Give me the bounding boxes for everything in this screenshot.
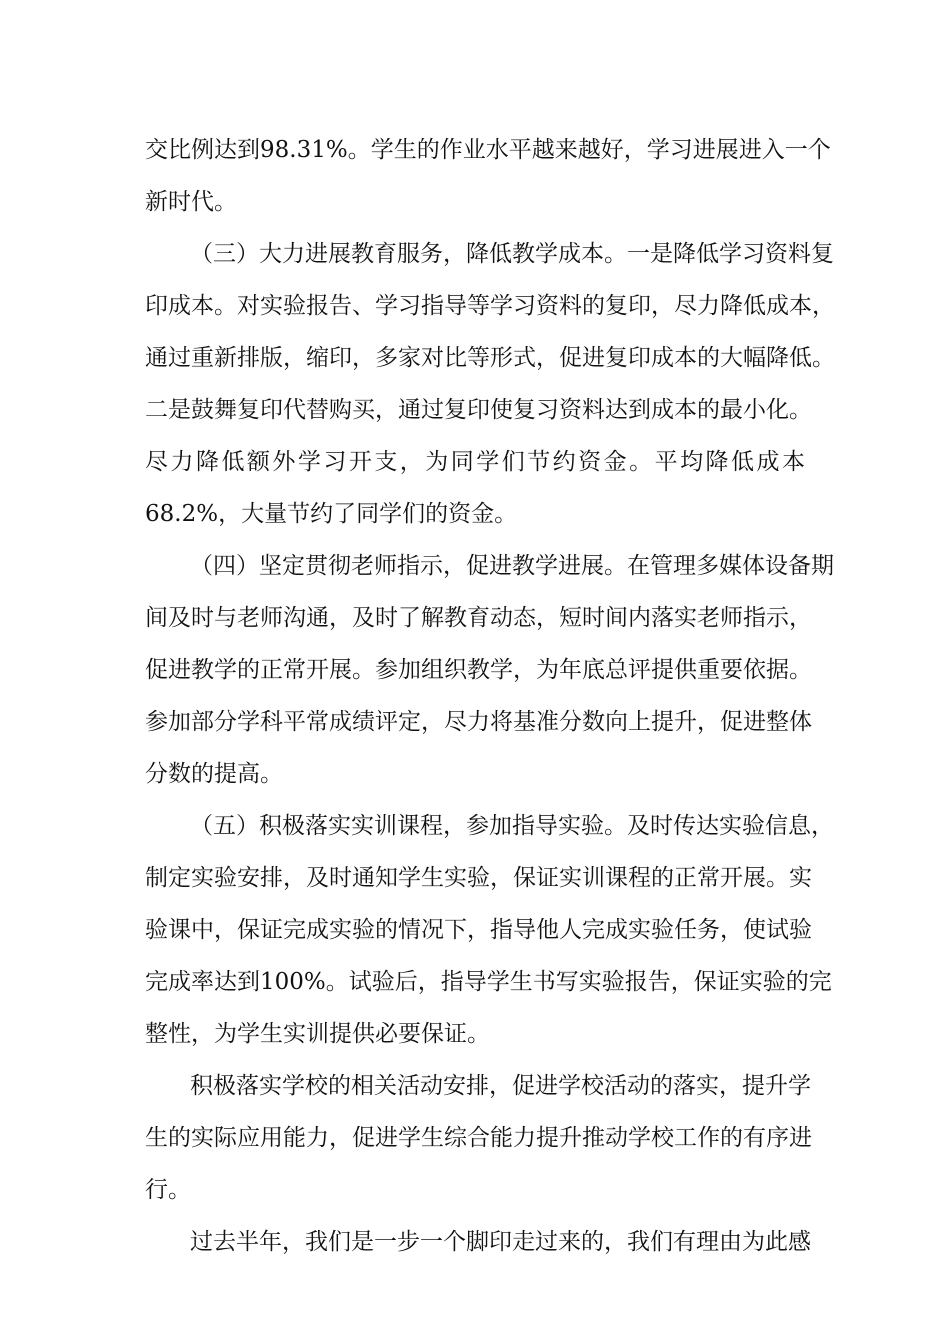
text-line: 交比例达到98.31%。学生的作业水平越来越好，学习进展进入一个 [145, 137, 831, 163]
text-line: 积极落实学校的相关活动安排，促进学校活动的落实，提升学 [190, 1073, 811, 1099]
text-line: 完成率达到100%。试验后，指导学生书写实验报告，保证实验的完 [145, 969, 832, 995]
text-line: 间及时与老师沟通，及时了解教育动态，短时间内落实老师指示， [145, 605, 812, 631]
text-line: （五）积极落实实训课程，参加指导实验。及时传达实验信息， [190, 813, 834, 839]
text-line: 过去半年，我们是一步一个脚印走过来的，我们有理由为此感 [190, 1229, 811, 1255]
text-line: 68.2%，大量节约了同学们的资金。 [145, 501, 518, 527]
text-line: 行。 [145, 1177, 191, 1203]
text-line: 新时代。 [145, 189, 237, 215]
text-line: 分数的提高。 [145, 761, 283, 787]
text-line: 生的实际应用能力，促进学生综合能力提升推动学校工作的有序进 [145, 1125, 812, 1151]
text-line: 制定实验安排，及时通知学生实验，保证实训课程的正常开展。实 [145, 865, 812, 891]
text-line: 印成本。对实验报告、学习指导等学习资料的复印，尽力降低成本， [145, 293, 835, 319]
text-line: 验课中，保证完成实验的情况下，指导他人完成实验任务，使试验 [145, 917, 812, 943]
text-line: 促进教学的正常开展。参加组织教学，为年底总评提供重要依据。 [145, 657, 812, 683]
text-line: 二是鼓舞复印代替购买，通过复印使复习资料达到成本的最小化。 [145, 397, 812, 423]
text-line: （三）大力进展教育服务，降低教学成本。一是降低学习资料复 [190, 241, 834, 267]
text-line: 通过重新排版，缩印，多家对比等形式，促进复印成本的大幅降低。 [145, 345, 835, 371]
text-line: 整性，为学生实训提供必要保证。 [145, 1021, 490, 1047]
text-line: （四）坚定贯彻老师指示，促进教学进展。在管理多媒体设备期 [190, 553, 834, 579]
text-line: 尽力降低额外学习开支，为同学们节约资金。平均降低成本 [145, 449, 805, 475]
text-line: 参加部分学科平常成绩评定，尽力将基准分数向上提升，促进整体 [145, 709, 812, 735]
